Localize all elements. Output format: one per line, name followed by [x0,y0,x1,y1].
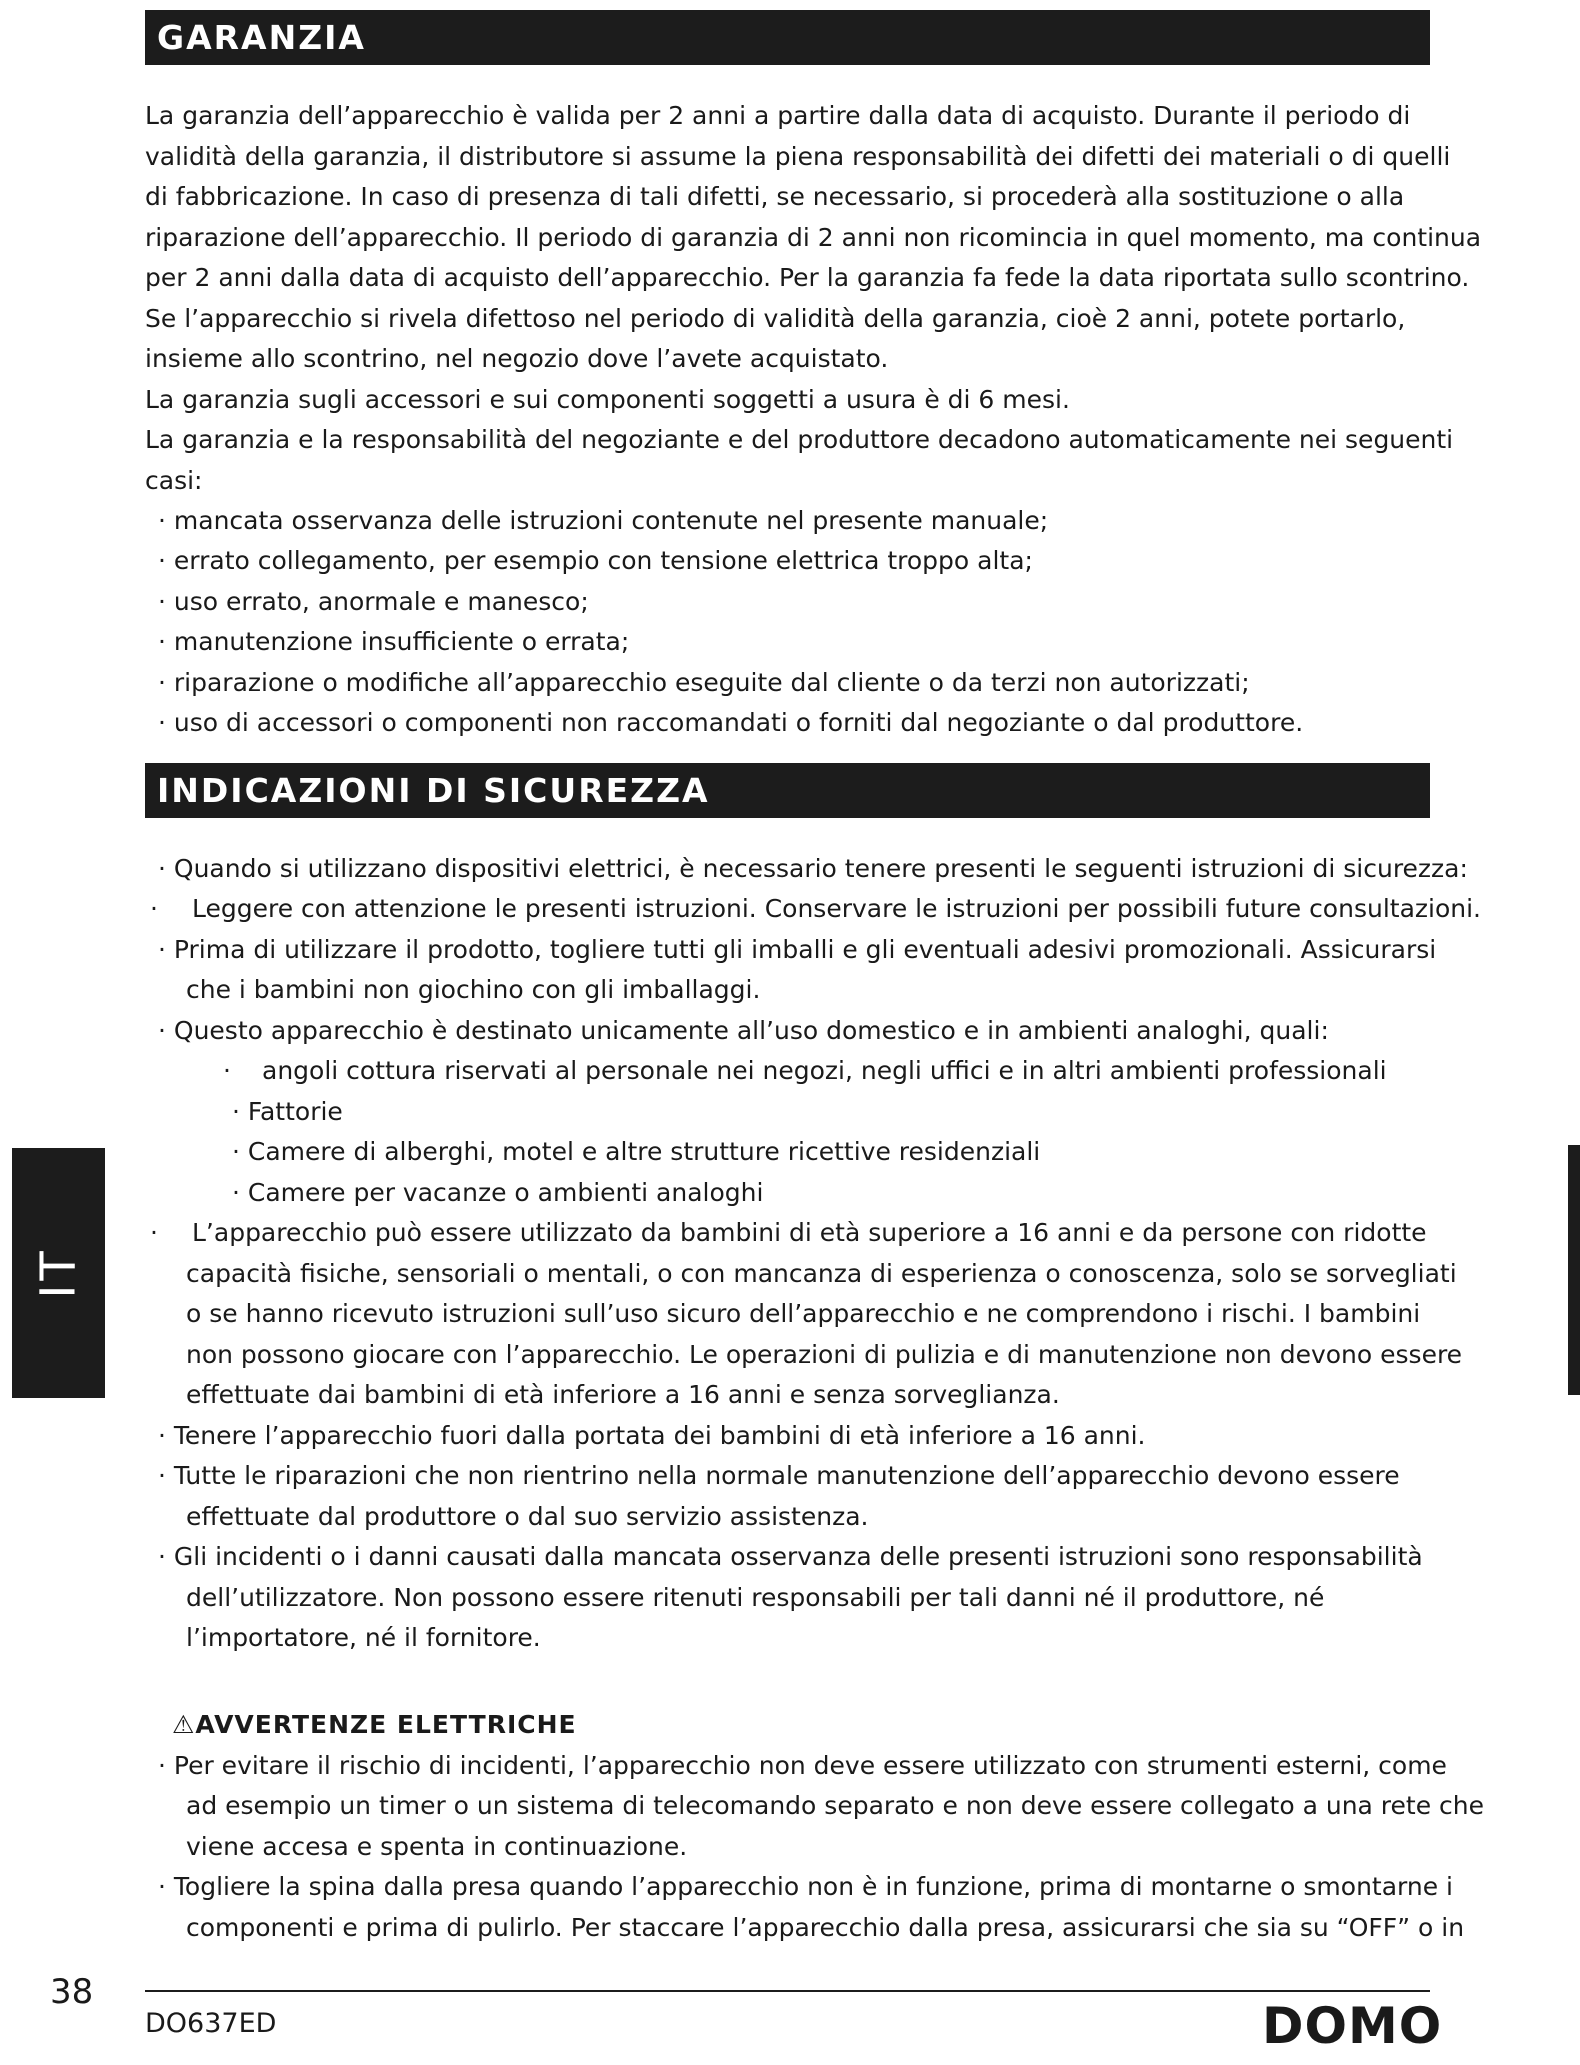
garanzia-bullet: · manutenzione insufficiente o errata; [158,627,630,656]
warning-line: componenti e prima di pulirlo. Per staccare l’apparecchio dalla presa, assicurarsi che sia su “OFF” o in [186,1913,1465,1942]
text-line: La garanzia dell’apparecchio è valida per 2 anni a partire dalla data di acquisto. Durante il periodo di [145,101,1411,130]
garanzia-bullet: · riparazione o modifiche all’apparecchio eseguite dal cliente o da terzi non autorizzati; [158,668,1250,697]
garanzia-text [145,96,1482,501]
text-line: per 2 anni dalla data di acquisto dell’apparecchio. Per la garanzia fa fede la data riportata sullo scontrino. [145,263,1470,292]
bullet-dot: · [150,1218,158,1247]
section-title-sicurezza: INDICAZIONI DI SICUREZZA [145,763,1430,818]
garanzia-bullet: · errato collegamento, per esempio con tensione elettrica troppo alta; [158,546,1033,575]
warning-line: · Per evitare il rischio di incidenti, l’apparecchio non deve essere utilizzato con strumenti esterni, come [158,1751,1447,1780]
safety-line: · Gli incidenti o i danni causati dalla mancata osservanza delle presenti istruzioni sono responsabilità [158,1542,1423,1571]
safety-line: · Fattorie [232,1097,343,1126]
text-line: insieme allo scontrino, nel negozio dove l’avete acquistato. [145,344,889,373]
garanzia-bullet: · uso di accessori o componenti non raccomandati o forniti dal negoziante o dal produttore. [158,708,1304,737]
safety-line: · Questo apparecchio è destinato unicamente all’uso domestico e in ambienti analoghi, quali: [158,1016,1329,1045]
safety-line: che i bambini non giochino con gli imballaggi. [186,975,761,1004]
safety-line: effettuate dal produttore o dal suo servizio assistenza. [186,1502,869,1531]
text-line: Se l’apparecchio si rivela difettoso nel periodo di validità della garanzia, cioè 2 anni, potete portarlo, [145,303,1406,333]
text-line: La garanzia sugli accessori e sui componenti soggetti a usura è di 6 mesi. [145,384,1070,414]
safety-line: · Tenere l’apparecchio fuori dalla portata dei bambini di età inferiore a 16 anni. [158,1421,1146,1450]
safety-line: · Tutte le riparazioni che non rientrino nella normale manutenzione dell’apparecchio devono essere [158,1461,1400,1490]
safety-line: effettuate dai bambini di età inferiore a 16 anni e senza sorveglianza. [186,1380,1060,1409]
section-title-garanzia: GARANZIA [145,10,1430,65]
bullet-dot: · [223,1056,231,1085]
safety-line: capacità fisiche, sensoriali o mentali, o con mancanza di esperienza o conoscenza, solo se sorvegliati [186,1259,1457,1288]
safety-line: l’importatore, né il fornitore. [186,1623,541,1652]
language-code: IT [30,1247,87,1299]
safety-line: · Camere di alberghi, motel e altre strutture ricettive residenziali [232,1137,1041,1166]
warning-line: viene accesa e spenta in continuazione. [186,1832,688,1861]
safety-line: angoli cottura riservati al personale nei negozi, negli uffici e in altri ambienti professionali [262,1056,1387,1085]
brand-logo: DOMO [1262,1997,1443,2055]
warning-line: · Togliere la spina dalla presa quando l’apparecchio non è in funzione, prima di montarne o smontarne i [158,1872,1453,1901]
safety-line: L’apparecchio può essere utilizzato da bambini di età superiore a 16 anni e da persone con ridotte [192,1218,1427,1247]
safety-line: non possono giocare con l’apparecchio. Le operazioni di pulizia e di manutenzione non devono essere [186,1340,1463,1369]
safety-line: dell’utilizzatore. Non possono essere ritenuti responsabili per tali danni né il produttore, né [186,1583,1325,1612]
garanzia-bullet: · mancata osservanza delle istruzioni contenute nel presente manuale; [158,506,1049,535]
bullet-dot: · [150,894,158,923]
safety-line: · Prima di utilizzare il prodotto, togliere tutti gli imballi e gli eventuali adesivi promozionali. Assicurarsi [158,935,1437,964]
footer-divider [145,1990,1430,1992]
page-number: 38 [50,1972,94,2012]
text-line: La garanzia e la responsabilità del negoziante e del produttore decadono automaticamente nei seguenti [145,425,1454,454]
language-tab [12,1148,105,1398]
garanzia-bullet: · uso errato, anormale e manesco; [158,587,589,616]
model-code: DO637ED [145,2008,277,2039]
safety-line: · Quando si utilizzano dispositivi elettrici, è necessario tenere presenti le seguenti istruzioni di sicurezza: [158,854,1468,883]
safety-line: o se hanno ricevuto istruzioni sull’uso sicuro dell’apparecchio e ne comprendono i rischi. I bambini [186,1299,1421,1328]
subheading-avvertenze: ⚠AVVERTENZE ELETTRICHE [172,1710,577,1739]
safety-line: Leggere con attenzione le presenti istruzioni. Conservare le istruzioni per possibili future consultazioni. [192,894,1481,923]
text-line: di fabbricazione. In caso di presenza di tali difetti, se necessario, si procederà alla sostituzione o alla [145,182,1405,211]
warning-line: ad esempio un timer o un sistema di telecomando separato e non deve essere collegato a una rete che [186,1791,1485,1820]
text-line: validità della garanzia, il distributore si assume la piena responsabilità dei difetti dei materiali o di quelli [145,141,1451,171]
text-line: casi: [145,465,203,495]
edge-marker [1568,1145,1580,1395]
text-line: riparazione dell’apparecchio. Il periodo di garanzia di 2 anni non ricomincia in quel momento, ma continua [145,222,1482,252]
safety-line: · Camere per vacanze o ambienti analoghi [232,1178,764,1207]
